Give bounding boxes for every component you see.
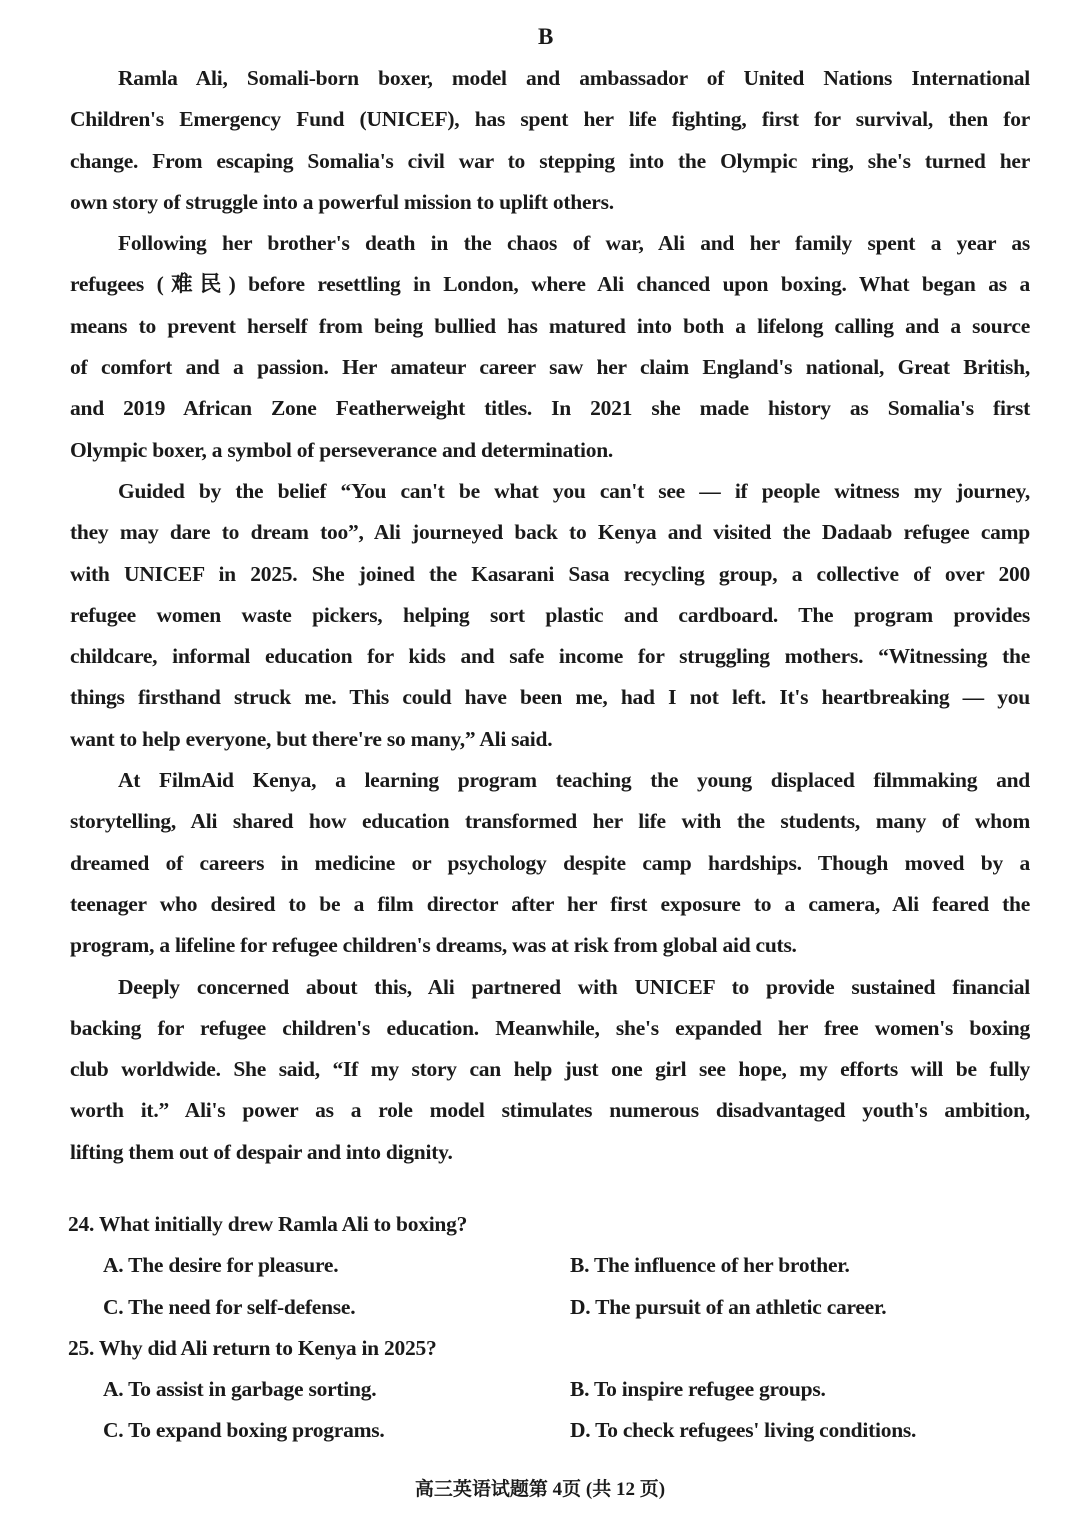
- paragraph-line: backing for refugee children's education. Meanwhile, she's expanded her free women's boxing: [70, 1015, 1030, 1040]
- paragraph-line: things firsthand struck me. This could have been me, had I not left. It's heartbreaking — you: [70, 685, 1030, 710]
- page-footer: 高三英语试题第 4页 (共 12 页): [414, 1479, 666, 1500]
- paragraph-line: club worldwide. She said, “If my story can help just one girl see hope, my efforts will be fully: [70, 1057, 1030, 1082]
- paragraph-line: teenager who desired to be a film director after her first exposure to a camera, Ali feared the: [70, 891, 1030, 916]
- paragraph-line: Children's Emergency Fund (UNICEF), has spent her life fighting, first for survival, then for: [70, 107, 1030, 132]
- paragraph-line: worth it.” Ali's power as a role model stimulates numerous disadvantaged youth's ambition,: [70, 1098, 1030, 1123]
- option-c: C. The need for self-defense.: [103, 1294, 356, 1319]
- paragraph-line: with UNICEF in 2025. She joined the Kasarani Sasa recycling group, a collective of over 200: [70, 561, 1030, 586]
- paragraph-line: storytelling, Ali shared how education transformed her life with the students, many of whom: [70, 809, 1030, 834]
- paragraph: [70, 967, 1030, 1173]
- paragraph: [70, 58, 1030, 223]
- paragraph: [70, 471, 1030, 760]
- section-title: B: [538, 24, 554, 49]
- paragraph-line: At FilmAid Kenya, a learning program teaching the young displaced filmmaking and: [118, 768, 1030, 793]
- question-stem: 25. Why did Ali return to Kenya in 2025?: [68, 1335, 437, 1360]
- option-a: A. To assist in garbage sorting.: [103, 1377, 377, 1402]
- paragraph-line: program, a lifeline for refugee children's dreams, was at risk from global aid cuts.: [70, 933, 797, 958]
- paragraph-line: of comfort and a passion. Her amateur career saw her claim England's national, Great British,: [70, 355, 1030, 380]
- paragraph-line: childcare, informal education for kids and safe income for struggling mothers. “Witnessing the: [70, 644, 1030, 669]
- paragraph-line: they may dare to dream too”, Ali journeyed back to Kenya and visited the Dadaab refugee camp: [70, 520, 1030, 545]
- option-b: B. The influence of her brother.: [570, 1253, 850, 1278]
- paragraph-line: means to prevent herself from being bullied has matured into both a lifelong calling and a source: [70, 313, 1030, 338]
- paragraph-line: and 2019 African Zone Featherweight titles. In 2021 she made history as Somalia's first: [70, 396, 1030, 421]
- option-a: A. The desire for pleasure.: [103, 1253, 339, 1278]
- paragraph-line: lifting them out of despair and into dignity.: [70, 1139, 453, 1164]
- question-stem: 24. What initially drew Ramla Ali to boxing?: [68, 1212, 468, 1236]
- paragraph-line: Ramla Ali, Somali-born boxer, model and ambassador of United Nations International: [118, 66, 1030, 90]
- option-c: C. To expand boxing programs.: [103, 1418, 385, 1443]
- paragraph-line: own story of struggle into a powerful mission to uplift others.: [70, 189, 614, 214]
- paragraph-line: Olympic boxer, a symbol of perseverance and determination.: [70, 437, 614, 462]
- questions: [68, 1204, 1028, 1452]
- question-25: [68, 1328, 1028, 1452]
- paragraph-line: refugee women waste pickers, helping sort plastic and cardboard. The program provides: [70, 602, 1030, 627]
- paragraph-line: Guided by the belief “You can't be what you can't see — if people witness my journey,: [118, 478, 1030, 503]
- paragraph-line: Deeply concerned about this, Ali partnered with UNICEF to provide sustained financial: [118, 974, 1030, 999]
- article-passage: [70, 58, 1030, 1173]
- paragraph-line: refugees (难民) before resettling in London, where Ali chanced upon boxing. What began as a: [70, 272, 1030, 297]
- paragraph-line: dreamed of careers in medicine or psychology despite camp hardships. Though moved by a: [70, 850, 1030, 875]
- paragraph: [70, 760, 1030, 966]
- paragraph-line: want to help everyone, but there're so many,” Ali said.: [70, 726, 553, 751]
- option-b: B. To inspire refugee groups.: [570, 1377, 826, 1402]
- paragraph-line: change. From escaping Somalia's civil war to stepping into the Olympic ring, she's turned her: [70, 148, 1030, 173]
- paragraph: [70, 223, 1030, 471]
- paragraph-line: Following her brother's death in the chaos of war, Ali and her family spent a year as: [118, 231, 1030, 256]
- question-24: [68, 1204, 1028, 1328]
- option-d: D. The pursuit of an athletic career.: [570, 1294, 887, 1319]
- option-d: D. To check refugees' living conditions.: [570, 1418, 917, 1443]
